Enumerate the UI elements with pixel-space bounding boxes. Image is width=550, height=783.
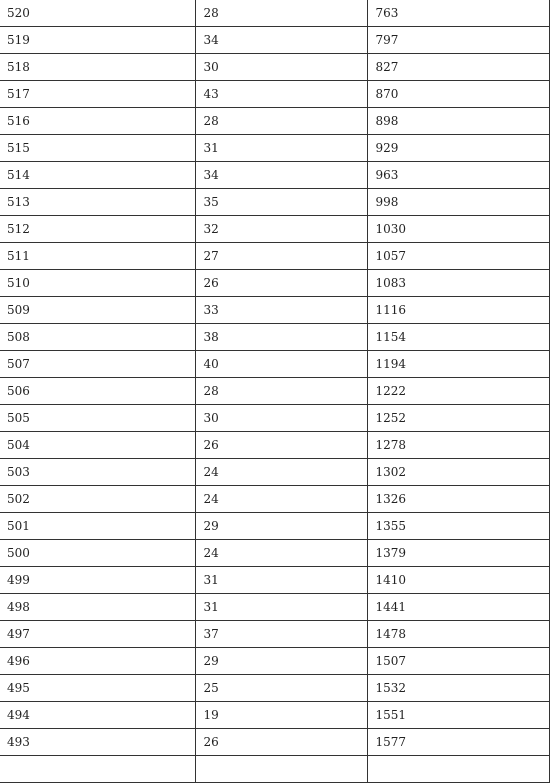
count-cell: 24 xyxy=(195,459,367,486)
count-cell: 29 xyxy=(195,648,367,675)
count-cell: 30 xyxy=(195,405,367,432)
count-cell: 40 xyxy=(195,351,367,378)
count-cell: 43 xyxy=(195,81,367,108)
cumulative-cell: 1507 xyxy=(367,648,549,675)
table-row xyxy=(0,108,549,135)
count-cell: 24 xyxy=(195,540,367,567)
table-row xyxy=(0,243,549,270)
score-cell: 500 xyxy=(0,540,195,567)
table-row xyxy=(0,567,549,594)
score-cell xyxy=(0,756,195,783)
table-row xyxy=(0,432,549,459)
count-cell: 32 xyxy=(195,216,367,243)
table-row xyxy=(0,378,549,405)
score-cell: 519 xyxy=(0,27,195,54)
table-row xyxy=(0,756,549,783)
table-row xyxy=(0,405,549,432)
score-cell: 497 xyxy=(0,621,195,648)
score-cell: 509 xyxy=(0,297,195,324)
table-row xyxy=(0,540,549,567)
cumulative-cell: 1222 xyxy=(367,378,549,405)
table-row xyxy=(0,324,549,351)
cumulative-cell: 1194 xyxy=(367,351,549,378)
table-row xyxy=(0,162,549,189)
count-cell: 27 xyxy=(195,243,367,270)
score-cell: 511 xyxy=(0,243,195,270)
count-cell xyxy=(195,756,367,783)
score-cell: 518 xyxy=(0,54,195,81)
count-cell: 38 xyxy=(195,324,367,351)
cumulative-cell: 1532 xyxy=(367,675,549,702)
cumulative-cell: 1116 xyxy=(367,297,549,324)
count-cell: 34 xyxy=(195,27,367,54)
count-cell: 30 xyxy=(195,54,367,81)
cumulative-cell: 1379 xyxy=(367,540,549,567)
cumulative-cell: 1302 xyxy=(367,459,549,486)
count-cell: 35 xyxy=(195,189,367,216)
cumulative-cell: 1154 xyxy=(367,324,549,351)
table-row xyxy=(0,513,549,540)
table-row xyxy=(0,351,549,378)
table-row xyxy=(0,729,549,756)
count-cell: 26 xyxy=(195,729,367,756)
table-row xyxy=(0,27,549,54)
score-cell: 507 xyxy=(0,351,195,378)
table-row xyxy=(0,459,549,486)
count-cell: 26 xyxy=(195,270,367,297)
table-row xyxy=(0,486,549,513)
score-cell: 501 xyxy=(0,513,195,540)
cumulative-cell: 827 xyxy=(367,54,549,81)
cumulative-cell: 797 xyxy=(367,27,549,54)
score-cell: 498 xyxy=(0,594,195,621)
cumulative-cell: 1577 xyxy=(367,729,549,756)
count-cell: 28 xyxy=(195,108,367,135)
table-row xyxy=(0,648,549,675)
cumulative-cell: 998 xyxy=(367,189,549,216)
score-cell: 496 xyxy=(0,648,195,675)
count-cell: 37 xyxy=(195,621,367,648)
cumulative-cell: 963 xyxy=(367,162,549,189)
table-row xyxy=(0,216,549,243)
score-cell: 503 xyxy=(0,459,195,486)
cumulative-cell: 929 xyxy=(367,135,549,162)
score-cell: 510 xyxy=(0,270,195,297)
score-cell: 515 xyxy=(0,135,195,162)
score-cell: 516 xyxy=(0,108,195,135)
count-cell: 31 xyxy=(195,567,367,594)
count-cell: 29 xyxy=(195,513,367,540)
score-cell: 512 xyxy=(0,216,195,243)
cumulative-cell: 898 xyxy=(367,108,549,135)
score-cell: 517 xyxy=(0,81,195,108)
table-row xyxy=(0,621,549,648)
count-cell: 26 xyxy=(195,432,367,459)
score-cell: 506 xyxy=(0,378,195,405)
count-cell: 28 xyxy=(195,378,367,405)
cumulative-cell: 1410 xyxy=(367,567,549,594)
count-cell: 31 xyxy=(195,135,367,162)
cumulative-cell: 1441 xyxy=(367,594,549,621)
table-row xyxy=(0,81,549,108)
cumulative-cell xyxy=(367,756,549,783)
score-cell: 502 xyxy=(0,486,195,513)
score-cell: 504 xyxy=(0,432,195,459)
score-cell: 505 xyxy=(0,405,195,432)
count-cell: 19 xyxy=(195,702,367,729)
count-cell: 25 xyxy=(195,675,367,702)
cumulative-cell: 1278 xyxy=(367,432,549,459)
table-row xyxy=(0,702,549,729)
count-cell: 33 xyxy=(195,297,367,324)
cumulative-cell: 1551 xyxy=(367,702,549,729)
count-cell: 24 xyxy=(195,486,367,513)
score-cell: 508 xyxy=(0,324,195,351)
cumulative-cell: 1030 xyxy=(367,216,549,243)
count-cell: 34 xyxy=(195,162,367,189)
cumulative-cell: 1083 xyxy=(367,270,549,297)
table-row xyxy=(0,135,549,162)
score-cell: 520 xyxy=(0,0,195,27)
cumulative-cell: 1355 xyxy=(367,513,549,540)
cumulative-cell: 763 xyxy=(367,0,549,27)
table-row xyxy=(0,0,549,27)
cumulative-cell: 1478 xyxy=(367,621,549,648)
score-cell: 493 xyxy=(0,729,195,756)
cumulative-cell: 1326 xyxy=(367,486,549,513)
cumulative-cell: 1252 xyxy=(367,405,549,432)
table-row xyxy=(0,297,549,324)
cumulative-cell: 1057 xyxy=(367,243,549,270)
score-cell: 494 xyxy=(0,702,195,729)
count-cell: 31 xyxy=(195,594,367,621)
count-cell: 28 xyxy=(195,0,367,27)
cumulative-cell: 870 xyxy=(367,81,549,108)
table-row xyxy=(0,189,549,216)
table-row xyxy=(0,675,549,702)
table-row xyxy=(0,594,549,621)
score-cell: 495 xyxy=(0,675,195,702)
score-cell: 499 xyxy=(0,567,195,594)
table-row xyxy=(0,270,549,297)
table-row xyxy=(0,54,549,81)
score-cell: 513 xyxy=(0,189,195,216)
score-cell: 514 xyxy=(0,162,195,189)
